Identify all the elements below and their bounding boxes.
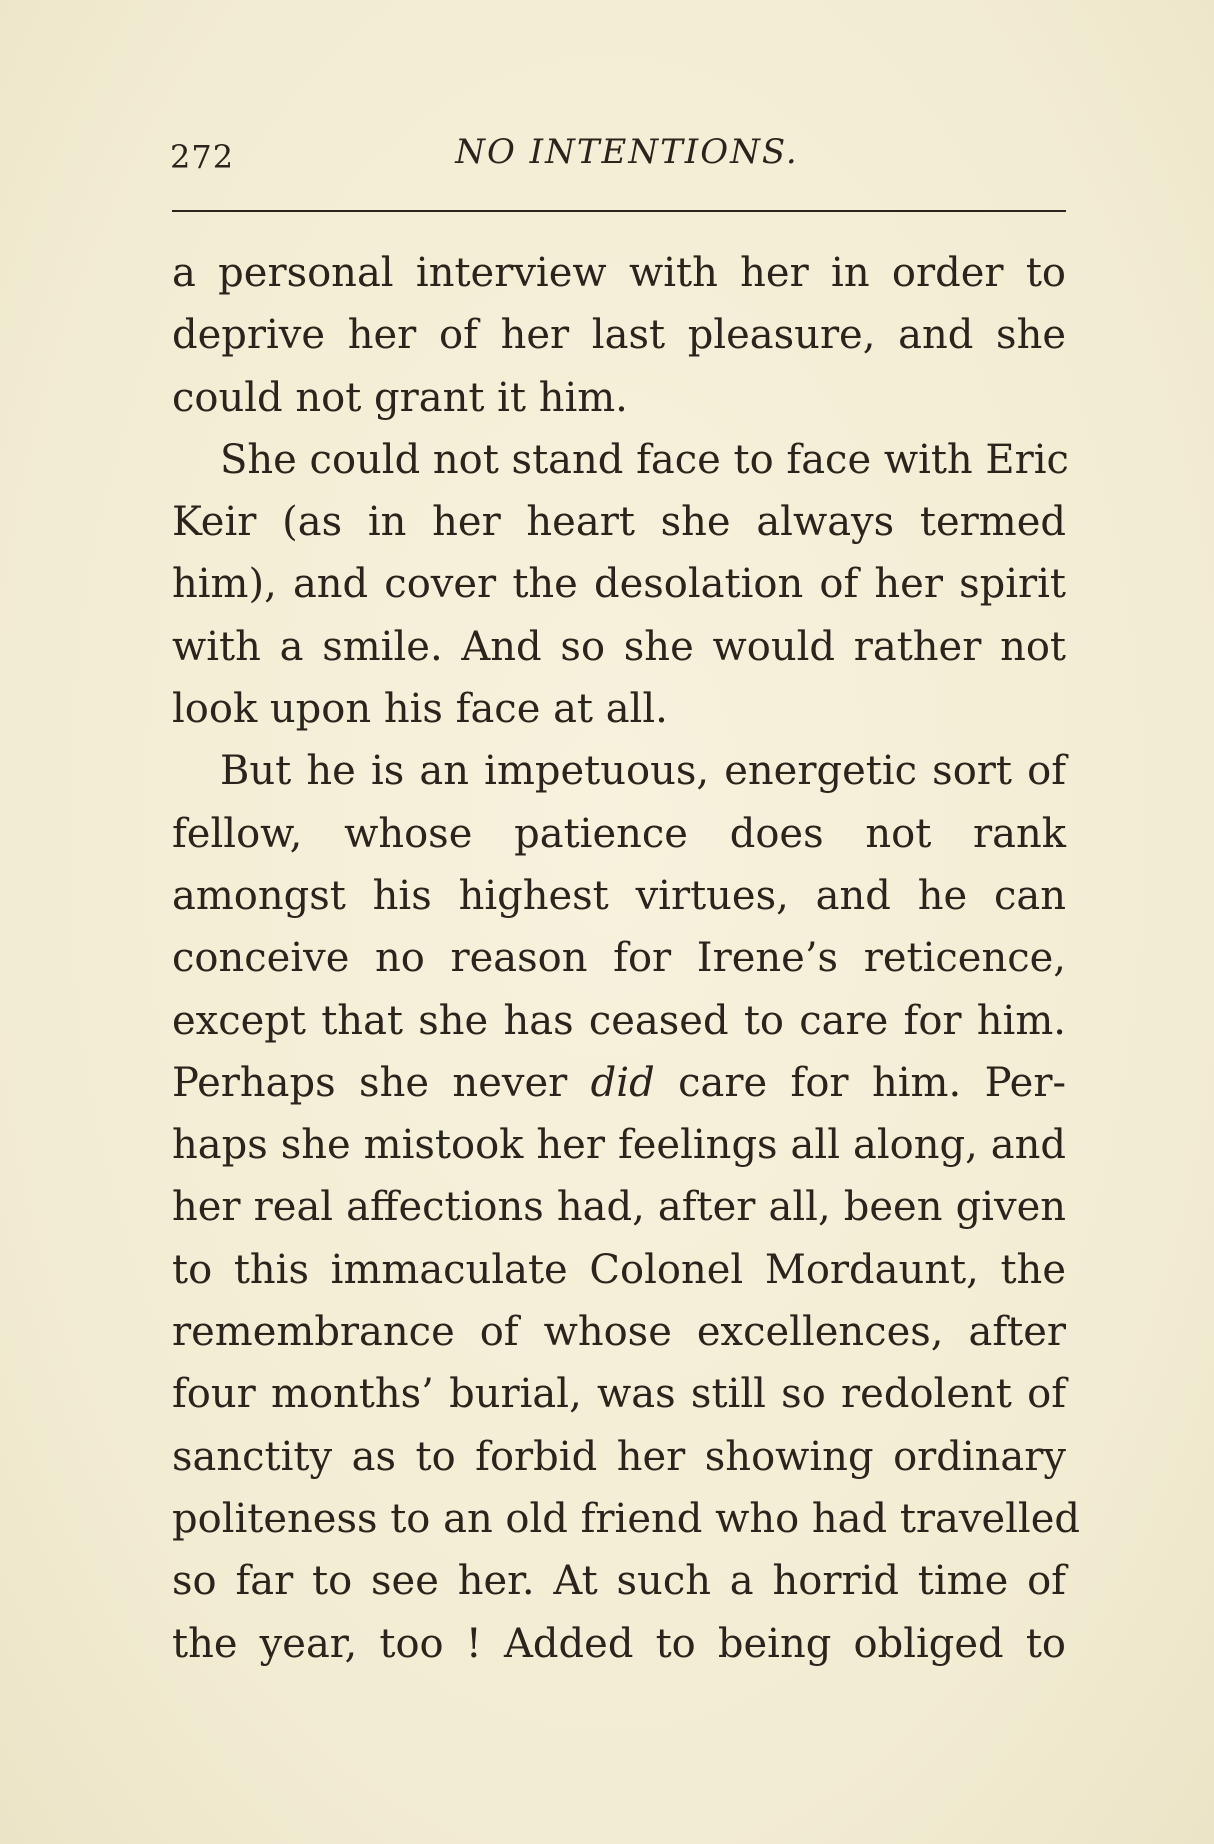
text-line: haps she mistook her feelings all along, and <box>172 1122 1066 1169</box>
text-line: deprive her of her last pleasure, and she <box>172 312 1066 359</box>
italic-word: did <box>590 1059 655 1106</box>
page-number: 272 <box>170 138 235 176</box>
text-line: She could not stand face to face with Eric <box>220 436 1069 483</box>
running-title: NO INTENTIONS. <box>455 132 799 172</box>
text-line: her real affections had, after all, been given <box>172 1184 1066 1231</box>
text-segment: Perhaps she never <box>172 1059 591 1106</box>
text-line: conceive no reason for Irene’s reticence, <box>172 935 1066 982</box>
text-line: sanctity as to forbid her showing ordinary <box>172 1433 1066 1480</box>
text-line: a personal interview with her in order to <box>172 250 1066 296</box>
text-line: But he is an impetuous, energetic sort of <box>220 748 1066 795</box>
text-line: to this immaculate Colonel Mordaunt, the <box>172 1246 1066 1293</box>
header-rule <box>172 210 1066 212</box>
text-line: except that she has ceased to care for him. <box>172 997 1066 1044</box>
text-line: four months’ burial, was still so redolent of <box>172 1371 1066 1418</box>
text-line: politeness to an old friend who had travelled <box>172 1495 1080 1542</box>
text-line: could not grant it him. <box>172 374 628 421</box>
text-line: look upon his face at all. <box>172 686 668 733</box>
text-line: the year, too ! Added to being obliged to <box>172 1620 1066 1667</box>
text-line <box>172 1052 1066 1114</box>
text-line: with a smile. And so she would rather not <box>172 623 1066 670</box>
text-line: remembrance of whose excellences, after <box>172 1309 1066 1356</box>
text-line: amongst his highest virtues, and he can <box>172 872 1066 919</box>
text-line: so far to see her. At such a horrid time of <box>172 1558 1066 1605</box>
text-segment: care for him. Per- <box>654 1059 1066 1106</box>
text-line: Keir (as in her heart she always termed <box>172 499 1066 546</box>
text-line: him), and cover the desolation of her spirit <box>172 561 1066 608</box>
text-line: fellow, whose patience does not rank <box>172 810 1066 857</box>
body-text <box>172 242 1080 1675</box>
